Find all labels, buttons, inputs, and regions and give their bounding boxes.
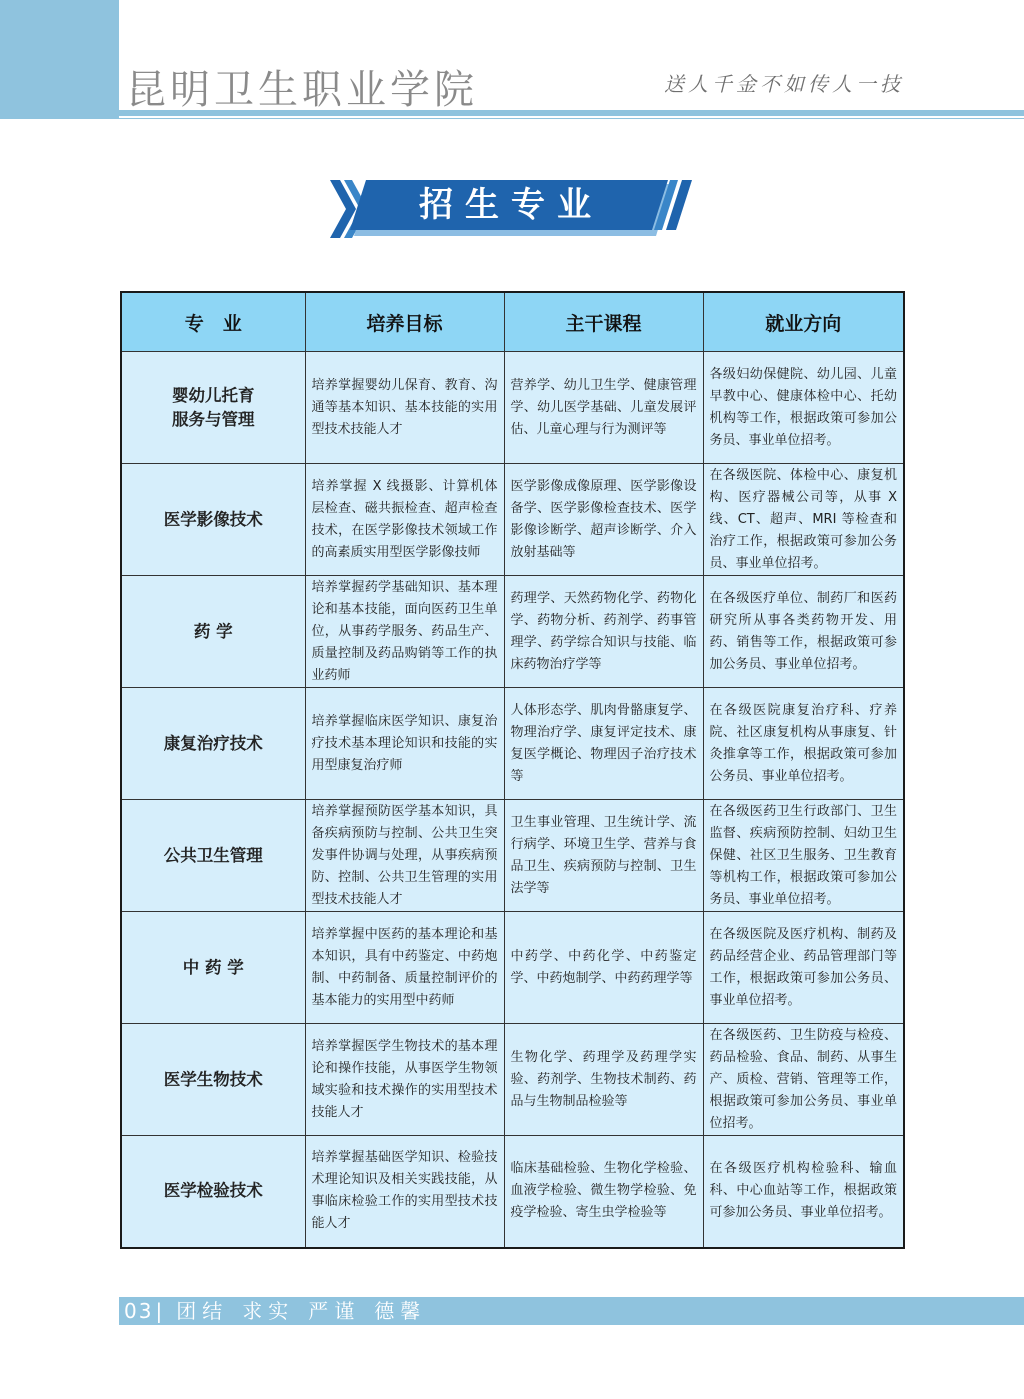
major-name-cell: 公共卫生管理 <box>121 800 305 912</box>
courses-cell: 药理学、天然药物化学、药物化学、药物分析、药剂学、药事管理学、药学综合知识与技能、临床药物治疗学等 <box>504 576 703 688</box>
slogan-word: 团结 <box>176 1299 229 1323</box>
courses-cell: 医学影像成像原理、医学影像设备学、医学影像检查技术、医学影像诊断学、超声诊断学、介入放射基础等 <box>504 464 703 576</box>
career-cell: 在各级医院及医疗机构、制药及药品经营企业、药品管理部门等工作，根据政策可参加公务员、事业单位招考。 <box>703 912 904 1024</box>
goal-cell: 培养掌握临床医学知识、康复治疗技术基本理论知识和技能的实用型康复治疗师 <box>305 688 504 800</box>
goal-cell: 培养掌握中医药的基本理论和基本知识，具有中药鉴定、中药炮制、中药制备、质量控制评价的基本能力的实用型中药师 <box>305 912 504 1024</box>
courses-cell: 中药学、中药化学、中药鉴定学、中药炮制学、中药药理学等 <box>504 912 703 1024</box>
goal-cell: 培养掌握药学基础知识、基本理论和基本技能，面向医药卫生单位，从事药学服务、药品生产、质量控制及药品购销等工作的执业药师 <box>305 576 504 688</box>
column-header-goal: 培养目标 <box>305 292 504 352</box>
column-header-major: 专 业 <box>121 292 305 352</box>
career-cell: 在各级医疗单位、制药厂和医药研究所从事各类药物开发、用药、销售等工作，根据政策可参加公务员、事业单位招考。 <box>703 576 904 688</box>
major-name-cell: 医学检验技术 <box>121 1136 305 1248</box>
courses-cell: 卫生事业管理、卫生统计学、流行病学、环境卫生学、营养与食品卫生、疾病预防与控制、卫生法学等 <box>504 800 703 912</box>
table-row <box>121 688 904 800</box>
footer-separator: | <box>155 1299 165 1323</box>
school-motto: 送人千金不如传人一技 <box>664 72 904 96</box>
header-rule-thin <box>119 118 1024 119</box>
goal-cell: 培养掌握医学生物技术的基本理论和操作技能，从事医学生物领域实验和技术操作的实用型技术技能人才 <box>305 1024 504 1136</box>
goal-cell: 培养掌握基础医学知识、检验技术理论知识及相关实践技能，从事临床检验工作的实用型技术技能人才 <box>305 1136 504 1248</box>
table-row <box>121 912 904 1024</box>
career-cell: 在各级医院、体检中心、康复机构、医疗器械公司等，从事 X 线、CT、超声、MRI 等检查和治疗工作，根据政策可参加公务员、事业单位招考。 <box>703 464 904 576</box>
page-number: 03 <box>124 1299 154 1323</box>
table-row <box>121 352 904 464</box>
goal-cell: 培养掌握 X 线摄影、计算机体层检查、磁共振检查、超声检查技术，在医学影像技术领域工作的高素质实用型医学影像技师 <box>305 464 504 576</box>
table-row <box>121 800 904 912</box>
courses-cell: 生物化学、药理学及药理学实验、药剂学、生物技术制药、药品与生物制品检验等 <box>504 1024 703 1136</box>
majors-table <box>120 291 905 1249</box>
career-cell: 在各级医疗机构检验科、输血科、中心血站等工作，根据政策可参加公务员、事业单位招考。 <box>703 1136 904 1248</box>
goal-cell: 培养掌握婴幼儿保育、教育、沟通等基本知识、基本技能的实用型技术技能人才 <box>305 352 504 464</box>
table-row <box>121 1024 904 1136</box>
major-line: 婴幼儿托育 <box>172 385 255 405</box>
header-corner-block <box>0 0 119 119</box>
table-row <box>121 464 904 576</box>
column-header-courses: 主干课程 <box>504 292 703 352</box>
school-name: 昆明卫生职业学院 <box>126 67 478 113</box>
courses-cell: 营养学、幼儿卫生学、健康管理学、幼儿医学基础、儿童发展评估、儿童心理与行为测评等 <box>504 352 703 464</box>
major-name-cell: 药 学 <box>121 576 305 688</box>
slogan-word: 求实 <box>242 1299 295 1323</box>
table-row <box>121 576 904 688</box>
slogan-word: 德馨 <box>374 1299 427 1323</box>
major-name-cell: 康复治疗技术 <box>121 688 305 800</box>
major-line: 服务与管理 <box>172 409 255 429</box>
courses-cell: 人体形态学、肌肉骨骼康复学、物理治疗学、康复评定技术、康复医学概论、物理因子治疗技术等 <box>504 688 703 800</box>
major-name-cell: 医学影像技术 <box>121 464 305 576</box>
career-cell: 在各级医院康复治疗科、疗养院、社区康复机构从事康复、针灸推拿等工作，根据政策可参加公务员、事业单位招考。 <box>703 688 904 800</box>
section-title: 招生专业 <box>419 185 603 225</box>
slogan-word: 严谨 <box>308 1299 361 1323</box>
major-name-cell <box>121 352 305 464</box>
courses-cell: 临床基础检验、生物化学检验、血液学检验、微生物学检验、免疫学检验、寄生虫学检验等 <box>504 1136 703 1248</box>
footer-slogan <box>124 1297 440 1325</box>
major-name-cell: 中 药 学 <box>121 912 305 1024</box>
column-header-career: 就业方向 <box>703 292 904 352</box>
major-name-cell: 医学生物技术 <box>121 1024 305 1136</box>
career-cell: 各级妇幼保健院、幼儿园、儿童早教中心、健康体检中心、托幼机构等工作，根据政策可参加公务员、事业单位招考。 <box>703 352 904 464</box>
career-cell: 在各级医药、卫生防疫与检疫、药品检验、食品、制药、从事生产、质检、营销、管理等工作，根据政策可参加公务员、事业单位招考。 <box>703 1024 904 1136</box>
career-cell: 在各级医药卫生行政部门、卫生监督、疾病预防控制、妇幼卫生保健、社区卫生服务、卫生教育等机构工作，根据政策可参加公务员、事业单位招考。 <box>703 800 904 912</box>
table-row <box>121 1136 904 1248</box>
table-header-row <box>121 292 904 352</box>
goal-cell: 培养掌握预防医学基本知识，具备疾病预防与控制、公共卫生突发事件协调与处理，从事疾病预防、控制、公共卫生管理的实用型技术技能人才 <box>305 800 504 912</box>
